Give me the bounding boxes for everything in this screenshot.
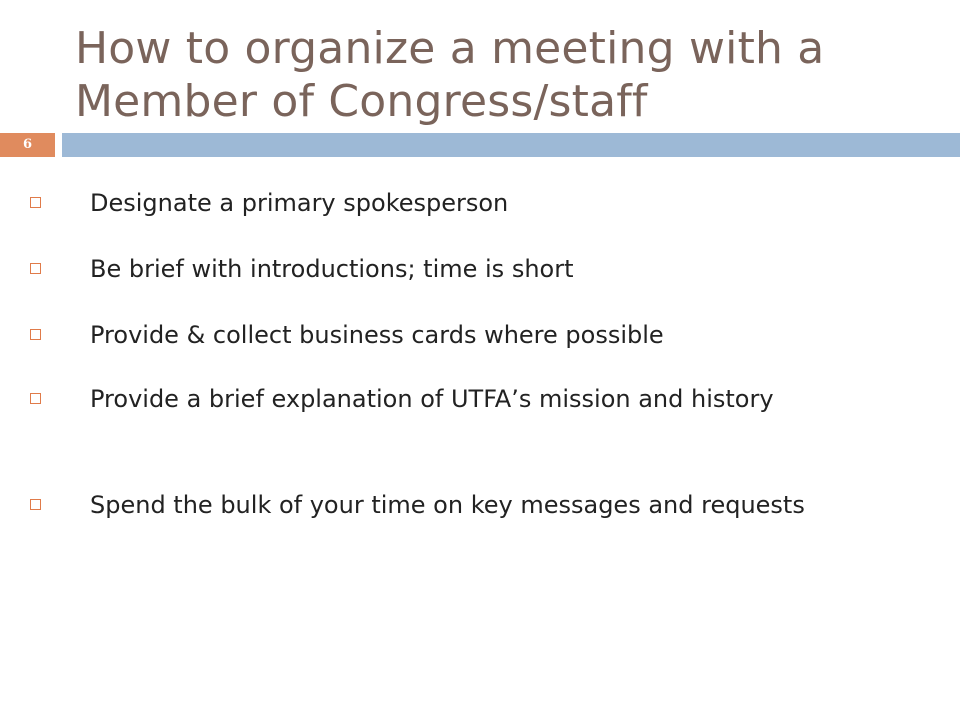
bullet-text: Provide & collect business cards where possible xyxy=(90,321,664,349)
title-bar xyxy=(0,133,960,157)
slide-title: How to organize a meeting with a Member of Congress/staff xyxy=(75,23,825,127)
square-bullet-icon xyxy=(30,499,41,510)
bullet-text: Designate a primary spokesperson xyxy=(90,189,509,217)
bullet-text: Provide a brief explanation of UTFA’s mission and history xyxy=(90,385,774,413)
slide-number: 6 xyxy=(0,133,55,157)
square-bullet-icon xyxy=(30,263,41,274)
square-bullet-icon xyxy=(30,197,41,208)
bullet-text: Be brief with introductions; time is short xyxy=(90,255,574,283)
square-bullet-icon xyxy=(30,329,41,340)
square-bullet-icon xyxy=(30,393,41,404)
title-rule xyxy=(62,133,960,157)
bullet-text: Spend the bulk of your time on key messages and requests xyxy=(90,491,805,519)
